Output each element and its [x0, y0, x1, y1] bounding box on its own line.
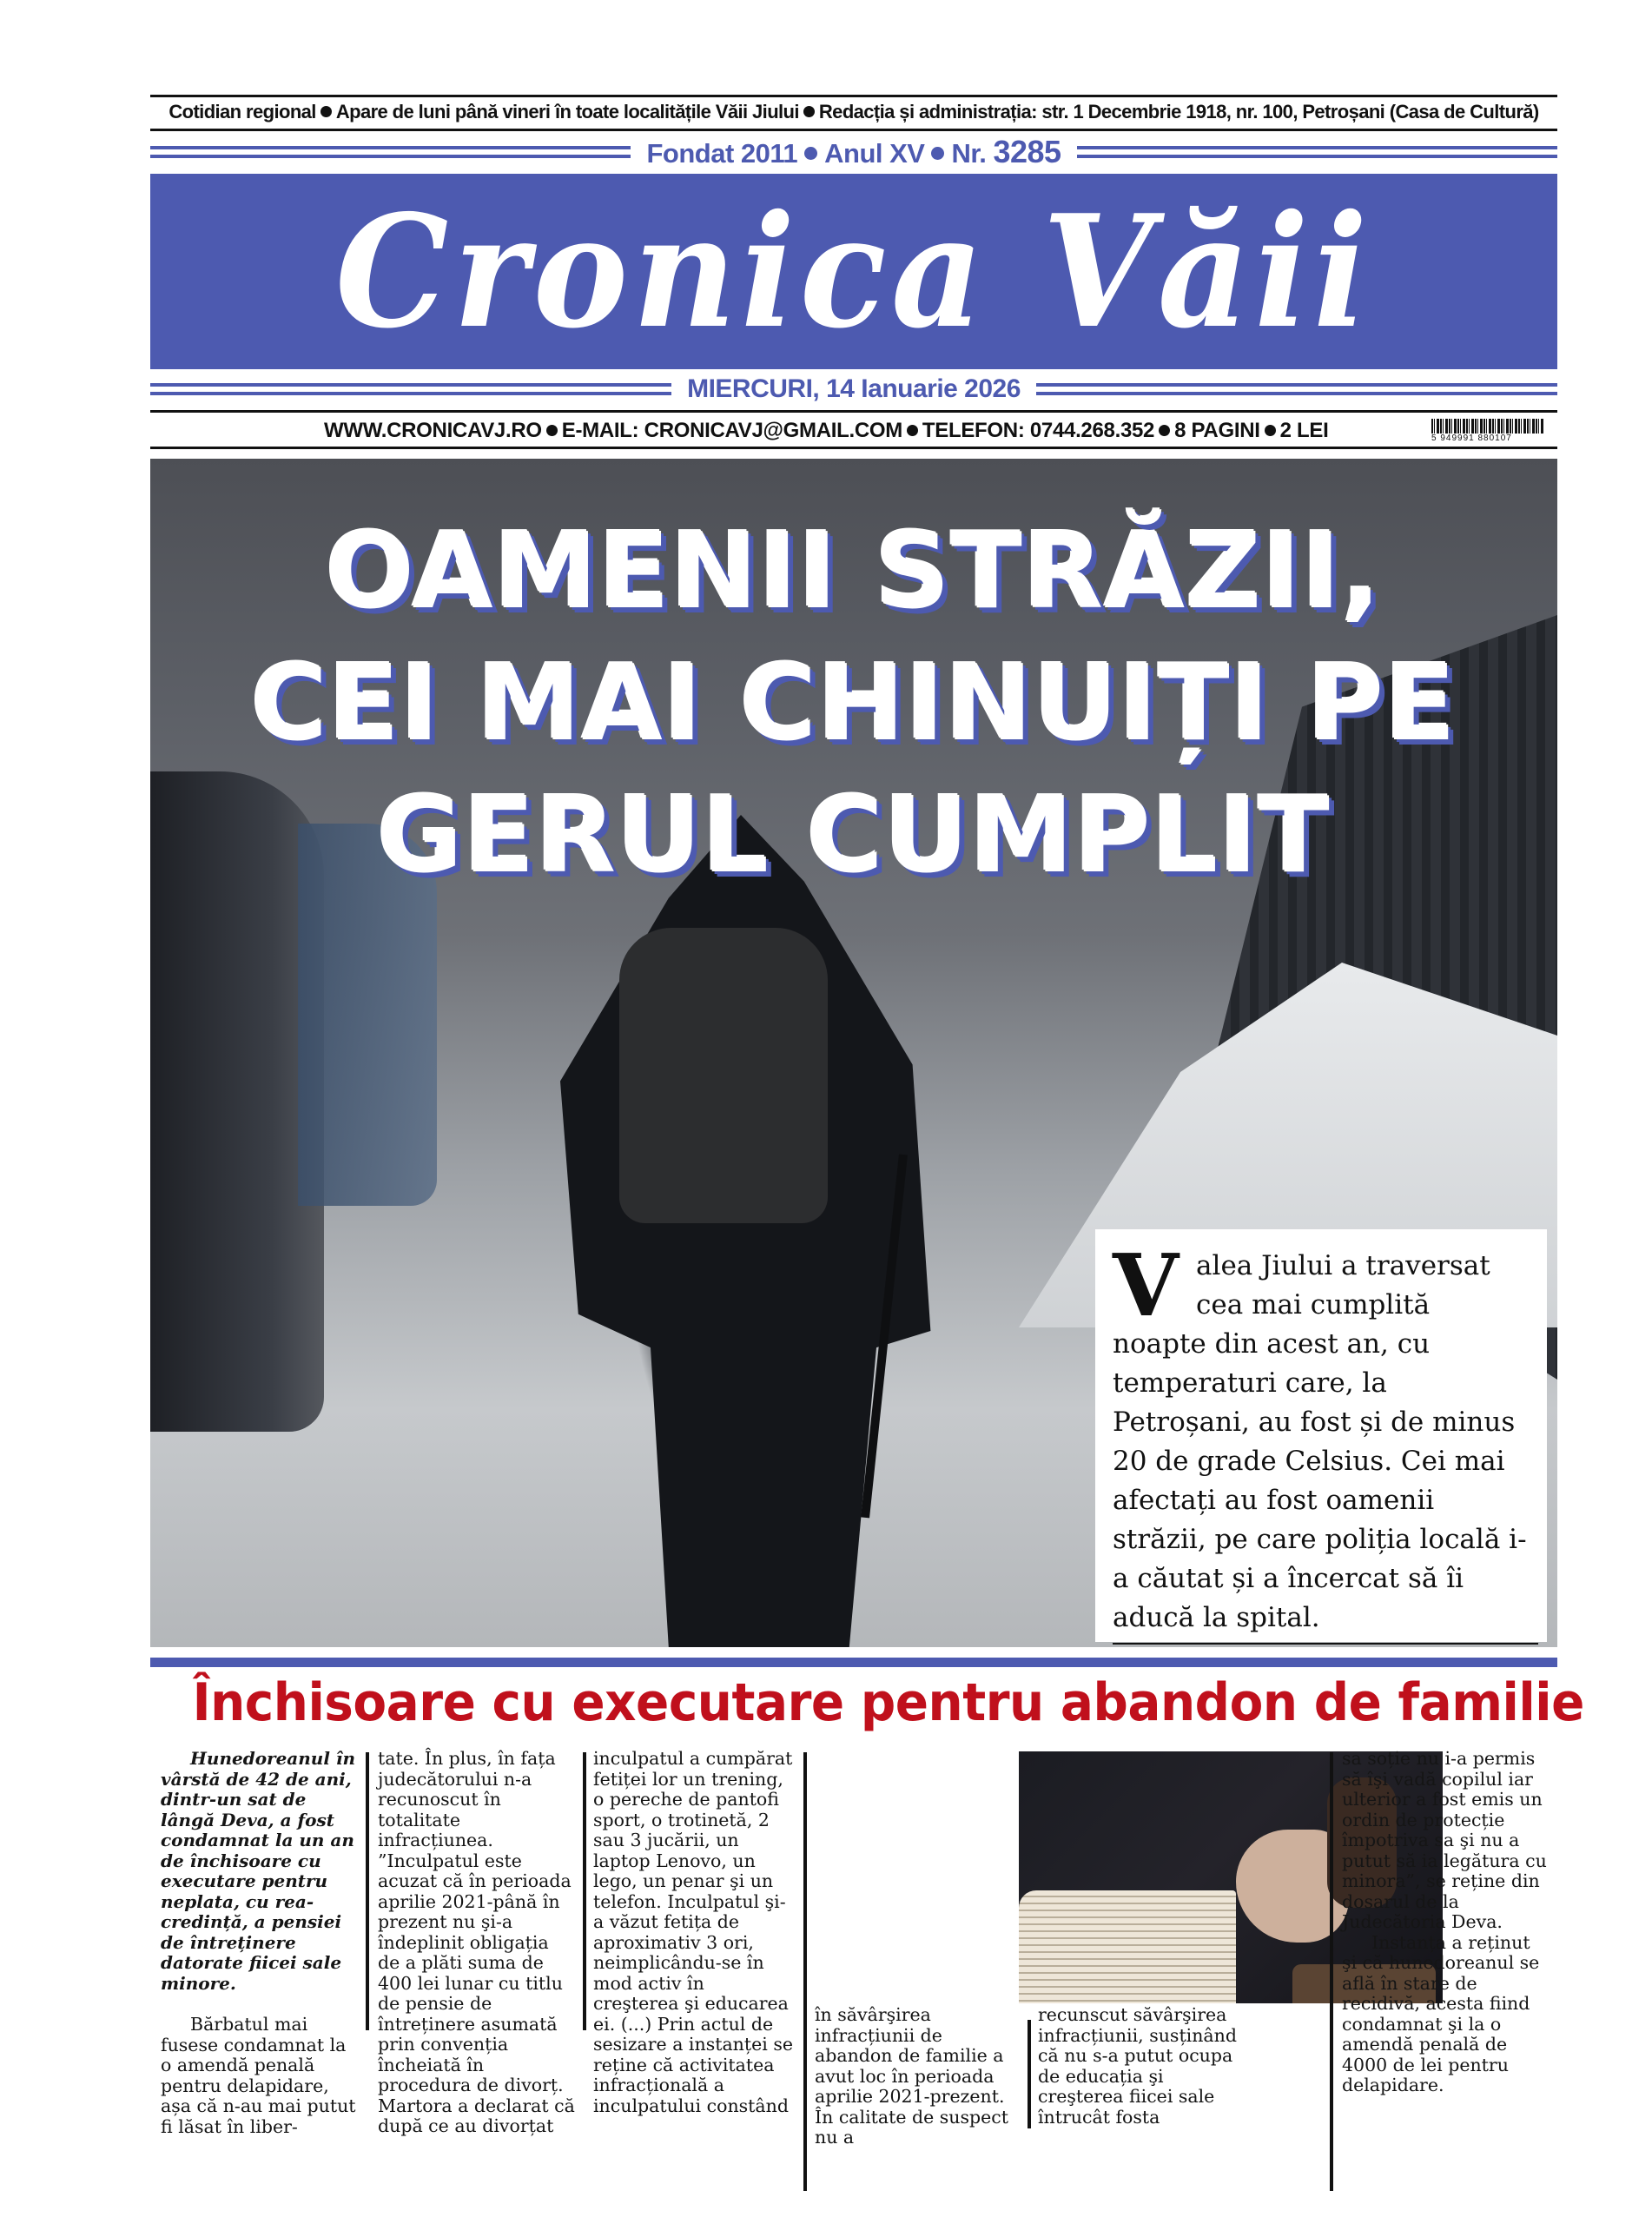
bullet-icon — [803, 106, 815, 117]
article-paragraph: inculpatul a cumpărat fetiței lor un trening, o pereche de pantofi sport, o trotinetă, 2 sau 3 jucării, un laptop Lenovo, un lego, un penar şi un telefon. Inculpatul şi-a văzut fetița de aproximativ 3 ori, neimplicându-se în mod activ în creşterea şi educarea ei. (...) Prin actul de sesizare a instanței se reține că activitatea infracțională a inculpatului constând — [593, 1748, 793, 2116]
article-paragraph: recunscut săvârşirea infracțiunii, susținând că nu s-a putut ocupa de educația şi creşterea fiicei sale întrucât fosta — [1038, 2004, 1237, 2128]
headline-line: OAMENII STRĂZII, — [326, 512, 1382, 632]
double-rule — [1077, 146, 1557, 158]
column-divider — [803, 1752, 807, 2191]
price: 2 LEI — [1279, 419, 1329, 442]
bullet-icon — [804, 147, 817, 160]
article-column-3 — [593, 1749, 795, 2116]
top-rule — [150, 95, 1557, 97]
issue-info-row — [150, 135, 1557, 169]
article-paragraph: Bărbatul mai fusese condamnat la o amendă penală pentru delapidare, așa că n-au mai putut fi lăsat în liber- — [161, 2014, 356, 2137]
lead-story-photo[interactable] — [150, 459, 1557, 1647]
year-label: Anul XV — [824, 138, 925, 169]
date-row — [150, 372, 1557, 407]
article-paragraph: sa soție nu i-a permis să îşi vadă copilul iar ulterior a fost emis un ordin de protecție împotriva sa şi nu a putut să ia legătura cu minora”, se reține din dosarul de la Judecătoria Deva. — [1342, 1748, 1547, 1932]
tagline-strip — [150, 99, 1557, 125]
newspaper-title: Cronica Văii — [335, 181, 1372, 362]
bullet-icon — [546, 425, 558, 436]
page-count: 8 PAGINI — [1174, 419, 1260, 442]
article-column-5 — [1038, 2005, 1245, 2128]
article-paragraph: Instanța a reținut şi că hunedoreanul se află în stare de recidivă, acesta fiind condamnat şi la o amendă penală de 4000 de lei pentru delapidare. — [1342, 1931, 1540, 2095]
bullet-icon — [1265, 425, 1276, 436]
bullet-icon — [1159, 425, 1170, 436]
contact-strip — [150, 415, 1557, 447]
teaser-paragraph — [1113, 1236, 1528, 1638]
lead-teaser-box — [1095, 1229, 1547, 1642]
case-files-shape — [1019, 1890, 1236, 2003]
barcode-digits: 5 949991 880107 — [1431, 434, 1512, 443]
column-divider — [1330, 1752, 1333, 2191]
website-link[interactable]: WWW.CRONICAVJ.RO — [324, 419, 542, 442]
article-column-6 — [1342, 1749, 1547, 2096]
bullet-icon — [320, 106, 332, 117]
backpack-shape — [619, 928, 828, 1223]
drop-cap: V — [1113, 1236, 1180, 1336]
headline-line: GERUL CUMPLIT — [377, 776, 1331, 897]
contact-info — [324, 415, 1328, 447]
section-divider-bar — [150, 1658, 1557, 1667]
issue-label: Nr. — [951, 138, 987, 169]
barcode-icon — [1431, 419, 1553, 445]
masthead-banner — [150, 174, 1557, 369]
bullet-icon — [931, 147, 944, 160]
teaser-divider — [1113, 1643, 1538, 1645]
bullet-icon — [907, 425, 918, 436]
article-column-1 — [161, 1749, 359, 2137]
teaser-text: alea Jiului a traversat cea mai cumplită noapte din acest an, cu temperaturi care, la Petroșani, au fost și de minus 20 de grade Celsius. Cei mai afectați au fost oamenii străzii, pe care poliția locală i-a căutat și a încercat să îi aducă la spital. — [1113, 1250, 1527, 1633]
double-rule — [150, 146, 631, 158]
double-rule — [1036, 383, 1557, 395]
contact-bottom-rule — [150, 447, 1557, 449]
tagline-bottom-rule — [150, 129, 1557, 131]
phone-number: TELEFON: 0744.268.352 — [922, 419, 1155, 442]
article-column-2 — [378, 1749, 576, 2137]
tagline-part: Redacția și administrația: str. 1 Decembrie 1918, nr. 100, Petroșani (Casa de Cultură) — [818, 101, 1539, 122]
article-paragraph: în săvârşirea infracțiunii de abandon de familie a avut loc în perioada aprilie 2021-prezent. În calitate de suspect nu a — [815, 2004, 1008, 2148]
lead-headline[interactable] — [150, 506, 1557, 903]
double-rule — [150, 383, 671, 395]
article-column-4 — [815, 2005, 1020, 2148]
article-intro: Hunedoreanul în vârstă de 42 de ani, dintr-un sat de lângă Deva, a fost condamnat la un an de închisoare cu executare pentru neplata, cu rea-credință, a pensiei de întreținere datorate fiicei sale minore. — [161, 1748, 356, 1994]
tagline-part: Cotidian regional — [169, 101, 316, 122]
article-paragraph: tate. În plus, în fața judecătorului n-a recunoscut în totalitate infracțiunea. ”Inculpatul este acuzat că în perioada aprilie 2021-până în prezent nu şi-a îndeplinit obligația de a plăti suma de 400 lei lunar cu titlu de pensie de întreținere asumată prin convenția încheiată în procedura de divorț. Martora a declarat că după ce au divorțat — [378, 1748, 575, 2136]
headline-line: CEI MAI CHINUIȚI PE — [250, 644, 1457, 764]
issue-date: MIERCURI, 14 Ianuarie 2026 — [687, 374, 1021, 403]
issue-info — [631, 134, 1076, 170]
founded-label: Fondat 2011 — [646, 138, 798, 169]
email-link[interactable]: E-MAIL: CRONICAVJ@GMAIL.COM — [561, 419, 902, 442]
column-divider — [583, 1752, 586, 2030]
tagline-part: Apare de luni până vineri în toate localitățile Văii Jiului — [335, 101, 799, 122]
contact-top-rule — [150, 410, 1557, 413]
second-story-headline[interactable]: Închisoare cu executare pentru abandon de familie — [192, 1672, 1584, 1733]
issue-number: 3285 — [993, 134, 1061, 169]
column-divider — [366, 1752, 369, 2030]
column-divider — [1028, 2020, 1031, 2128]
barcode-bars — [1431, 419, 1544, 434]
